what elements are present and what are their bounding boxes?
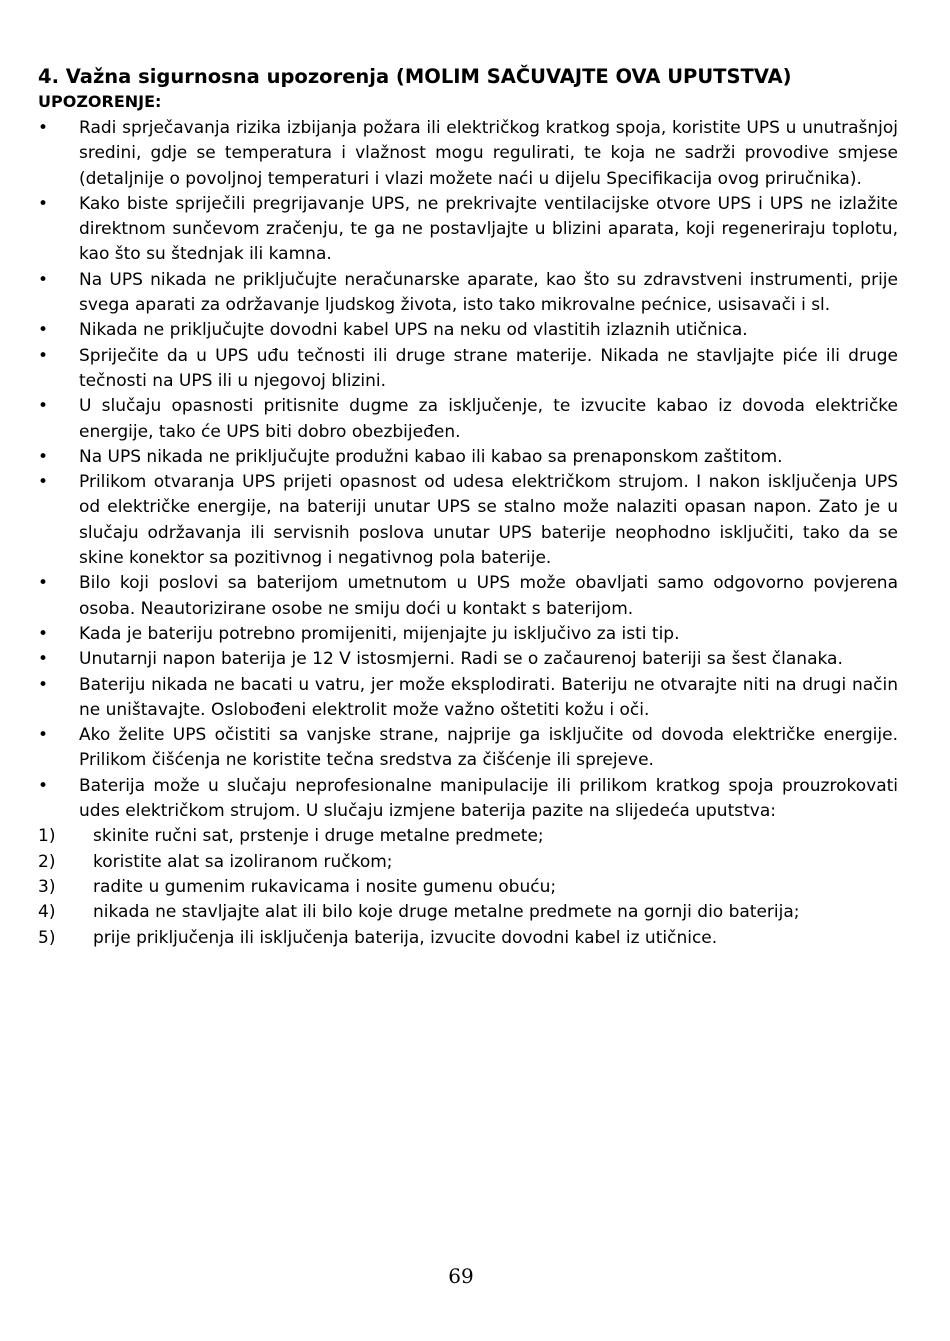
- step-number: 3): [38, 876, 56, 897]
- list-item: [38, 824, 898, 849]
- step-number: 4): [38, 902, 56, 923]
- step-text: prije priključenja ili isključenja baterija, izvucite dovodni kabel iz utičnice.: [93, 927, 718, 948]
- list-item: • Nikada ne priključujte dovodni kabel UPS na neku od vlastitih izlaznih utičnica.: [38, 318, 898, 343]
- list-item: • Na UPS nikada ne priključujte neračunarske aparate, kao što su zdravstveni instrumenti, prije svega aparati za održavanje ljudskog života, isto tako mikrovalne pećnice, usisavači i sl.: [38, 268, 898, 319]
- step-text: koristite alat sa izoliranom ručkom;: [93, 851, 393, 872]
- section-heading: 4. Važna sigurnosna upozorenja (MOLIM SAČUVAJTE OVA UPUTSTVA): [38, 65, 792, 88]
- page-number: 69: [448, 1264, 474, 1288]
- list-item: • Spriječite da u UPS uđu tečnosti ili druge strane materije. Nikada ne stavljajte piće ili druge tečnosti na UPS ili u njegovoj blizini.: [38, 344, 898, 395]
- step-text: nikada ne stavljajte alat ili bilo koje druge metalne predmete na gornji dio baterija;: [93, 902, 800, 923]
- list-item: • U slučaju opasnosti pritisnite dugme za isključenje, te izvucite kabao iz dovoda električke energije, tako će UPS biti dobro obezbijeđen.: [38, 394, 898, 445]
- step-text: radite u gumenim rukavicama i nosite gumenu obuću;: [93, 876, 557, 897]
- warning-label: UPOZORENJE:: [38, 92, 162, 111]
- list-item: • Na UPS nikada ne priključujte produžni kabao ili kabao sa prenaponskom zaštitom.: [38, 445, 898, 470]
- list-item: • Kako biste spriječili pregrijavanje UPS, ne prekrivajte ventilacijske otvore UPS i UPS ne izlažite direktnom sunčevom zračenju, te ga ne postavljajte u blizini aparata, koji regeneriraju toplotu, kao što su štednjak ili kamna.: [38, 192, 898, 268]
- document-page: [38, 63, 898, 951]
- list-item: [38, 850, 898, 875]
- list-item: • Bilo koji poslovi sa baterijom umetnutom u UPS može obavljati samo odgovorno povjerena osoba. Neautorizirane osobe ne smiju doći u kontakt s baterijom.: [38, 571, 898, 622]
- step-number: 5): [38, 927, 56, 948]
- list-item: • Baterija može u slučaju neprofesionalne manipulacije ili prilikom kratkog spoja prouzrokovati udes električkom strujom. U slučaju izmjene baterija pazite na slijedeća uputstva:: [38, 774, 898, 825]
- list-item: • Prilikom otvaranja UPS prijeti opasnost od udesa električkom strujom. I nakon isključenja UPS od električke energije, na bateriji unutar UPS se stalno može nalaziti opasan napon. Zato je u slučaju održavanja ili servisnih poslova unutar UPS baterije neophodno isključiti, tako da se skine konektor sa pozitivnog i negativnog pola baterije.: [38, 470, 898, 571]
- list-item: • Kada je bateriju potrebno promijeniti, mijenjajte ju isključivo za isti tip.: [38, 622, 898, 647]
- battery-steps-list: [38, 824, 898, 950]
- list-item: • Ako želite UPS očistiti sa vanjske strane, najprije ga isključite od dovoda električke energije. Prilikom čišćenja ne koristite tečna sredstva za čišćenje ili sprejeve.: [38, 723, 898, 774]
- list-item: • Radi sprječavanja rizika izbijanja požara ili električkog kratkog spoja, koristite UPS u unutrašnjoj sredini, gdje se temperatura i vlažnost mogu regulirati, te koja ne sadrži provodive smjese (detaljnije o povoljnoj temperaturi i vlazi možete naći u dijelu Specifikacija ovog priručnika).: [38, 116, 898, 192]
- list-item: • Unutarnji napon baterija je 12 V istosmjerni. Radi se o začaurenoj bateriji sa šest članaka.: [38, 647, 898, 672]
- step-number: 2): [38, 851, 56, 872]
- list-item: • Bateriju nikada ne bacati u vatru, jer može eksplodirati. Bateriju ne otvarajte niti na drugi način ne uništavajte. Oslobođeni elektrolit može važno oštetiti kožu i oči.: [38, 673, 898, 724]
- list-item: [38, 926, 898, 951]
- list-item: [38, 900, 898, 925]
- warning-list: [38, 116, 898, 824]
- step-text: skinite ručni sat, prstenje i druge metalne predmete;: [93, 826, 544, 847]
- step-number: 1): [38, 826, 56, 847]
- list-item: [38, 875, 898, 900]
